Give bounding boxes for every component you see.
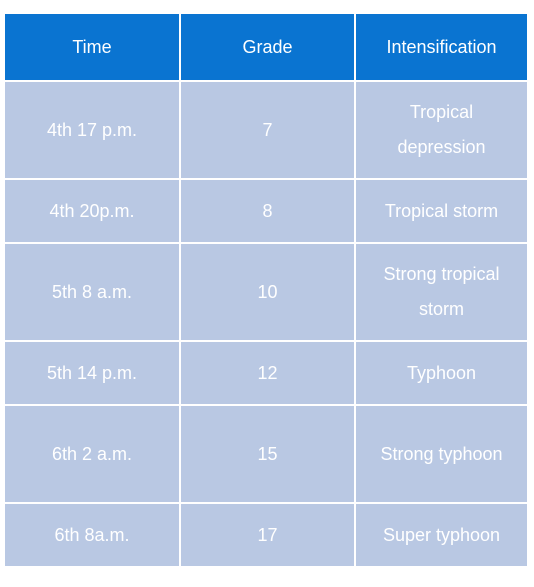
table-row [5,341,527,405]
typhoon-intensification-table [5,14,527,566]
header-time: Time [5,14,180,81]
cell-time: 5th 14 p.m. [5,341,180,405]
header-intensification: Intensification [355,14,527,81]
table-row [5,81,527,179]
cell-intensification: Strong typhoon [355,405,527,503]
cell-time: 5th 8 a.m. [5,243,180,341]
cell-intensification: Tropical storm [355,179,527,243]
cell-grade: 10 [180,243,355,341]
cell-time: 4th 20p.m. [5,179,180,243]
table-row [5,503,527,566]
cell-grade: 15 [180,405,355,503]
cell-grade: 8 [180,179,355,243]
cell-time: 6th 8a.m. [5,503,180,566]
typhoon-intensification-table-container [5,14,527,566]
cell-grade: 12 [180,341,355,405]
cell-time: 6th 2 a.m. [5,405,180,503]
table-row [5,179,527,243]
table-header [5,14,527,81]
header-grade: Grade [180,14,355,81]
header-row [5,14,527,81]
table-row [5,243,527,341]
cell-intensification: Super typhoon [355,503,527,566]
cell-intensification: Typhoon [355,341,527,405]
table-row [5,405,527,503]
table-body [5,81,527,566]
cell-grade: 7 [180,81,355,179]
cell-intensification: Tropical depression [355,81,527,179]
cell-grade: 17 [180,503,355,566]
cell-intensification: Strong tropical storm [355,243,527,341]
cell-time: 4th 17 p.m. [5,81,180,179]
